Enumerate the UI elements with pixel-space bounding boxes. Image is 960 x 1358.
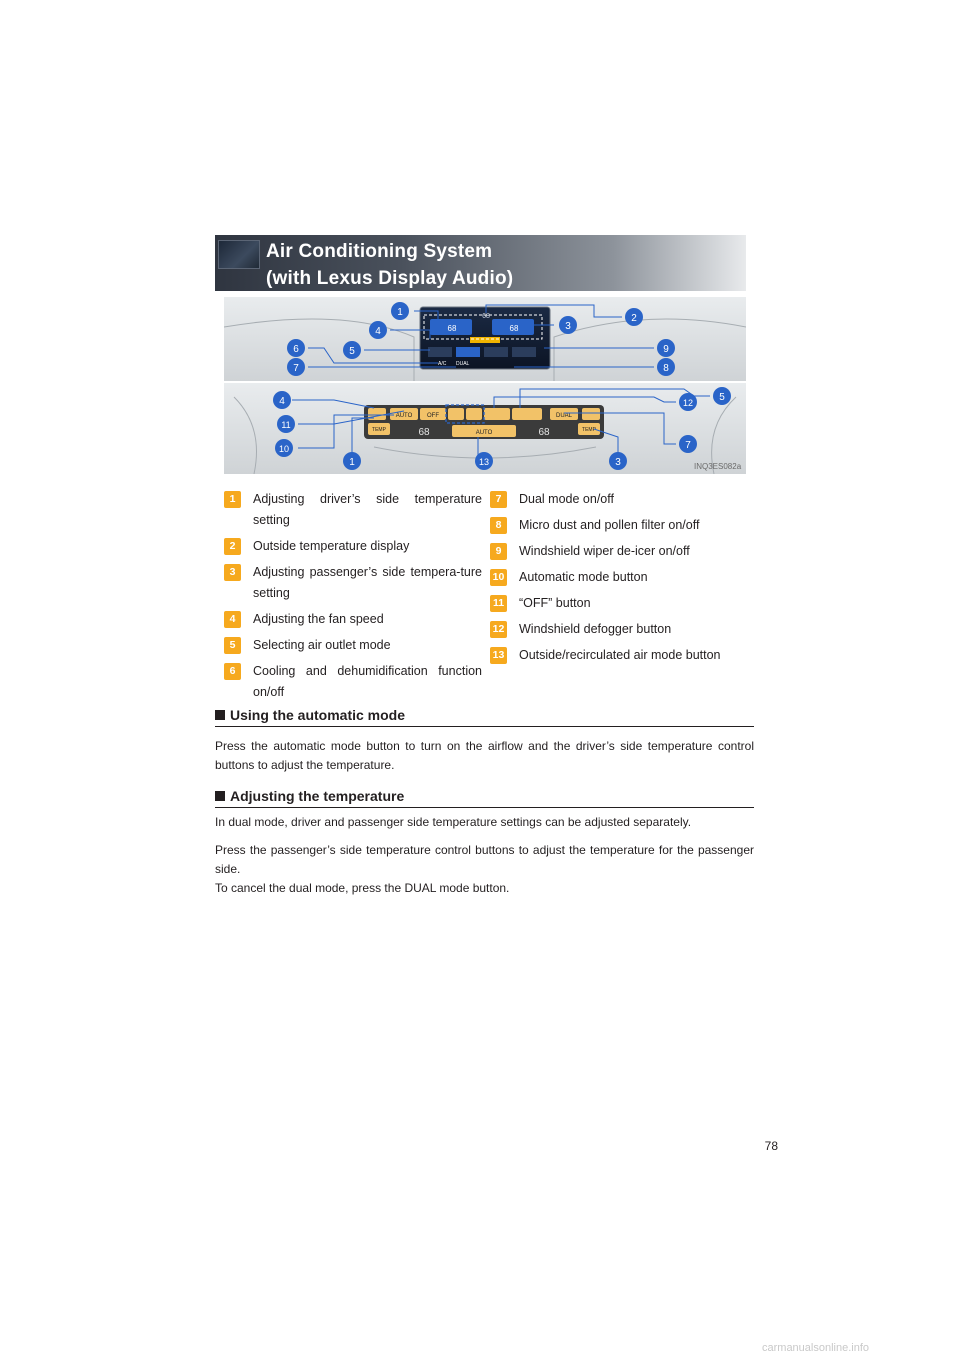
legend-number-badge: 9: [490, 543, 507, 560]
legend-number-badge: 2: [224, 538, 241, 555]
legend-item: [224, 562, 482, 604]
legend-number-badge: 5: [224, 637, 241, 654]
screen-fan-speed-bar: [470, 337, 500, 343]
legend-number-badge: 6: [224, 663, 241, 680]
legend-number-badge: 8: [490, 517, 507, 534]
svg-text:7: 7: [293, 363, 299, 374]
callout-2: [625, 308, 643, 326]
section-paragraph: In dual mode, driver and passenger side temperature settings can be adjusted separately.: [215, 815, 692, 829]
screen-ac-label: A/C: [438, 361, 447, 367]
svg-text:8: 8: [663, 363, 669, 374]
section-heading: [215, 707, 754, 727]
legend-text: Micro dust and pollen filter on/off: [519, 518, 700, 532]
legend-number-badge: 10: [490, 569, 507, 586]
legend-item: [224, 661, 482, 703]
heading-square-icon: [215, 791, 225, 801]
legend-number-badge: 4: [224, 611, 241, 628]
section-paragraph: Press the passenger’s side temperature control buttons to adjust the temperature for the passenger side. To cancel the dual mode, press the DUAL mode button.: [215, 843, 754, 895]
legend-item: [490, 645, 750, 666]
legend-text: Dual mode on/off: [519, 492, 614, 506]
legend-number-badge: 12: [490, 621, 507, 638]
legend-number-badge: 1: [224, 491, 241, 508]
screen-outlet-floor-icon: [484, 347, 508, 357]
screen-dual-label: DUAL: [456, 361, 470, 367]
legend-text: Adjusting driver’s side temperature setting: [253, 492, 482, 527]
legend-item: [224, 635, 482, 656]
callout-12: [679, 393, 697, 411]
panel-temp-label-left: TEMP: [372, 427, 386, 433]
callout-4-bottom: [273, 391, 291, 409]
illustration-svg: [224, 297, 746, 474]
legend-item: [490, 541, 750, 562]
callout-3-bottom: [609, 452, 627, 470]
callout-1-bottom: [343, 452, 361, 470]
legend-text: Adjusting passenger’s side tempera-ture setting: [253, 565, 482, 600]
svg-text:1: 1: [349, 457, 355, 468]
svg-text:4: 4: [375, 326, 381, 337]
callout-8: [657, 358, 675, 376]
page-title: [266, 238, 513, 292]
callout-7-bottom: [679, 435, 697, 453]
legend-item: [490, 515, 750, 536]
svg-text:1: 1: [397, 307, 403, 318]
panel-dual-label: DUAL: [555, 413, 573, 419]
header-thumbnail-image: [218, 240, 260, 269]
page-title-line-2: (with Lexus Display Audio): [266, 268, 514, 289]
legend-text: Selecting air outlet mode: [253, 638, 391, 652]
panel-auto-center-label: AUTO: [475, 430, 493, 436]
panel-auto-label: AUTO: [395, 413, 413, 419]
panel-fan-up-button: [466, 408, 482, 420]
callout-4-top: [369, 321, 387, 339]
screen-outlet-mode-icon: [428, 347, 452, 357]
callout-9: [657, 339, 675, 357]
legend-text: Automatic mode button: [519, 570, 648, 584]
section-heading: [215, 788, 754, 808]
svg-text:11: 11: [281, 420, 291, 430]
legend-right-column: [490, 489, 750, 671]
callout-5-bottom: [713, 387, 731, 405]
legend-item: [490, 489, 750, 510]
svg-text:5: 5: [719, 392, 725, 403]
legend-number-badge: 11: [490, 595, 507, 612]
legend-text: Adjusting the fan speed: [253, 612, 384, 626]
svg-text:2: 2: [631, 313, 637, 324]
legend-text: Outside/recirculated air mode button: [519, 648, 721, 662]
svg-text:12: 12: [682, 398, 694, 408]
legend-number-badge: 7: [490, 491, 507, 508]
figure-code: INQ3ES082a: [694, 462, 742, 471]
callout-7-top: [287, 358, 305, 376]
legend-item: [490, 567, 750, 588]
section-heading-text: Using the automatic mode: [230, 707, 406, 723]
legend-item: [490, 593, 750, 614]
panel-driver-temp-readout: 68: [418, 427, 430, 438]
svg-text:10: 10: [278, 444, 290, 454]
screen-driver-temp: 68: [447, 324, 457, 333]
screen-outlet-mode-selected-icon: [456, 347, 480, 357]
screen-outlet-defrost-icon: [512, 347, 536, 357]
legend-text: Cooling and dehumidification function on/off: [253, 664, 482, 699]
panel-passenger-temp-readout: 68: [538, 427, 550, 438]
legend-text: Outside temperature display: [253, 539, 410, 553]
callout-13: [475, 452, 493, 470]
legend-text: “OFF” button: [519, 596, 591, 610]
callout-6: [287, 339, 305, 357]
heading-square-icon: [215, 710, 225, 720]
svg-text:6: 6: [293, 344, 299, 355]
section-adjusting-temperature: [215, 788, 754, 898]
section-paragraph: Press the automatic mode button to turn on the airflow and the driver’s side temperature control buttons to adjust the temperature.: [215, 739, 754, 772]
panel-temp-label-right: TEMP: [582, 427, 596, 433]
callout-3-top: [559, 316, 577, 334]
watermark: carmanualsonline.info: [762, 1342, 870, 1354]
legend-text: Windshield defogger button: [519, 622, 672, 636]
svg-text:9: 9: [663, 344, 669, 355]
section-automatic-mode: [215, 707, 754, 775]
svg-text:13: 13: [478, 457, 490, 467]
legend-item: [224, 609, 482, 630]
panel-defogger-button: [484, 408, 510, 420]
screen-passenger-temp: 68: [509, 324, 519, 333]
panel-fan-down-button: [448, 408, 464, 420]
panel-passenger-temp-up-button: [582, 408, 600, 420]
legend-item: [224, 536, 482, 557]
legend-item: [224, 489, 482, 531]
page-title-line-1: Air Conditioning System: [266, 241, 493, 262]
svg-text:4: 4: [279, 396, 285, 407]
panel-off-label: OFF: [427, 413, 439, 419]
callout-5-top: [343, 341, 361, 359]
callout-10: [275, 439, 293, 457]
legend-number-badge: 13: [490, 647, 507, 664]
legend-left-column: [224, 489, 482, 708]
panel-defroster-button: [512, 408, 542, 420]
callout-11: [277, 415, 295, 433]
section-heading-text: Adjusting the temperature: [230, 788, 405, 804]
svg-text:7: 7: [685, 440, 691, 451]
svg-text:5: 5: [349, 346, 355, 357]
svg-text:3: 3: [615, 457, 621, 468]
legend-item: [490, 619, 750, 640]
screen-outside-temp: 68: [482, 313, 490, 320]
page-number: 78: [764, 1139, 778, 1153]
legend-text: Windshield wiper de-icer on/off: [519, 544, 690, 558]
legend-number-badge: 3: [224, 564, 241, 581]
callout-1-top: [391, 302, 409, 320]
svg-text:3: 3: [565, 321, 571, 332]
climate-control-illustration: [224, 297, 746, 474]
